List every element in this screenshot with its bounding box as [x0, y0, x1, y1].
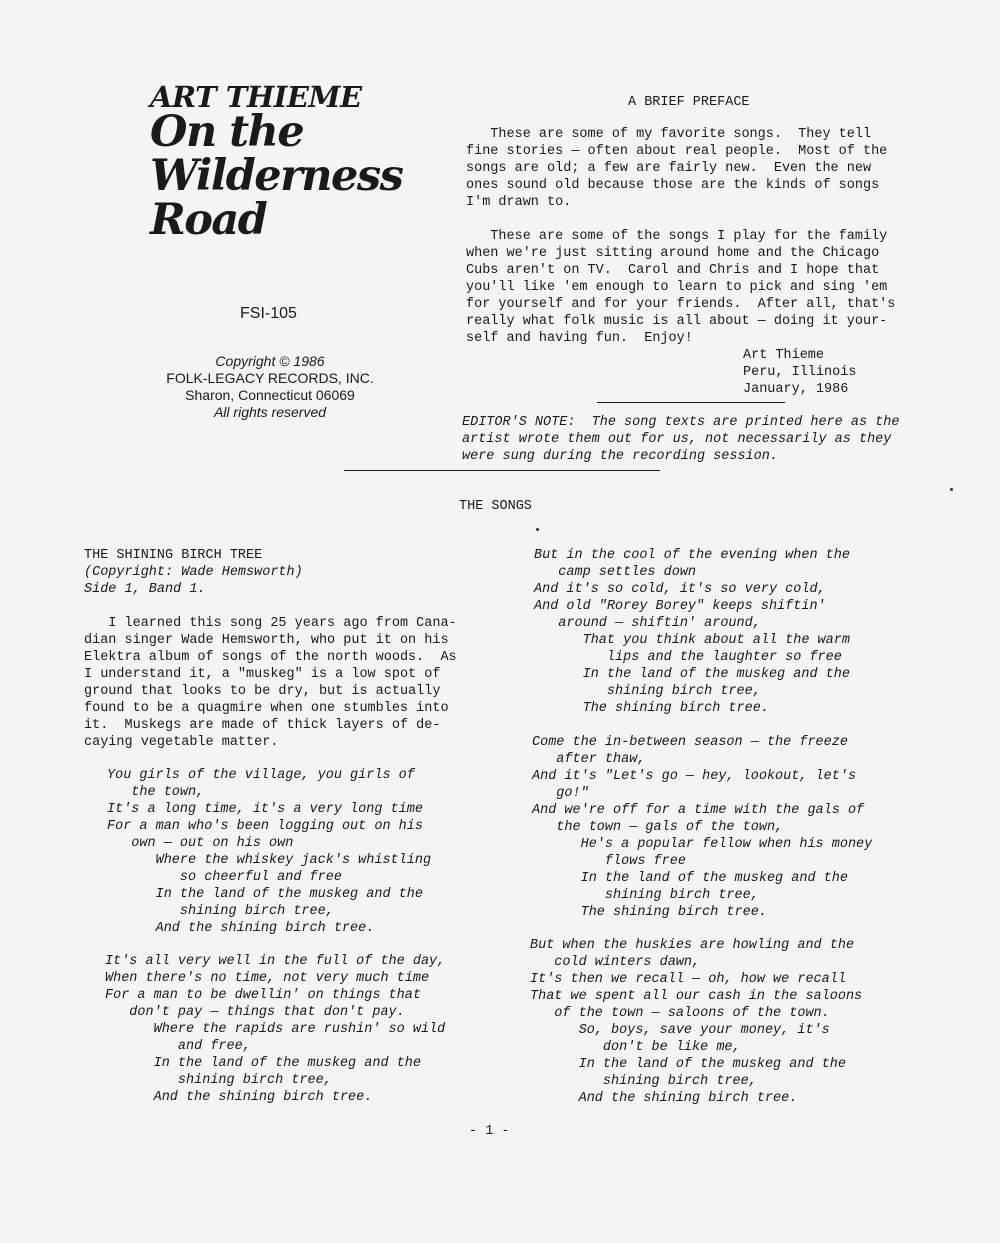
lyric-line: But when the huskies are howling and the: [530, 938, 855, 953]
verse: [105, 953, 445, 1106]
section-divider: [344, 470, 660, 471]
preface-line: fine stories — often about real people. Most of the: [466, 144, 888, 159]
lyric-line: Where the rapids are rushin' so wild: [105, 1022, 446, 1037]
lyric-line: so cheerful and free: [107, 870, 342, 885]
lyric-line: You girls of the village, you girls of: [107, 768, 415, 783]
editor-note-line: artist wrote them out for us, not necessarily as they: [462, 432, 892, 447]
preface-line: you'll like 'em enough to learn to pick and sing 'em: [466, 280, 888, 295]
preface-text: [466, 126, 936, 347]
song-header: [84, 547, 303, 598]
preface-line: These are some of my favorite songs. They tell: [466, 127, 872, 142]
signature-line: Art Thieme: [743, 348, 825, 363]
lyric-line: In the land of the muskeg and the: [534, 667, 850, 682]
preface-line: songs are old; a few are fairly new. Even the new: [466, 161, 872, 176]
lyric-line: For a man to be dwellin' on things that: [105, 988, 421, 1003]
preface-line: when we're just sitting around home and the Chicago: [466, 246, 880, 261]
preface-line: ones sound old because those are the kinds of songs: [466, 178, 880, 193]
preface-line: self and having fun. Enjoy!: [466, 331, 693, 346]
lyric-line: In the land of the muskeg and the: [107, 887, 423, 902]
lyric-line: The shining birch tree.: [532, 905, 767, 920]
lyric-line: shining birch tree,: [532, 888, 759, 903]
intro-line: Elektra album of songs of the north woods. As: [84, 650, 457, 665]
album-title-line: On the: [150, 107, 304, 157]
page-number: - 1 -: [469, 1124, 510, 1139]
record-label: FOLK-LEGACY RECORDS, INC.: [166, 370, 374, 386]
lyric-line: Where the whiskey jack's whistling: [107, 853, 432, 868]
signature-divider: [597, 402, 785, 403]
print-speck: [536, 528, 539, 531]
label-address: Sharon, Connecticut 06069: [185, 387, 355, 403]
preface-heading: A BRIEF PREFACE: [628, 95, 750, 110]
lyric-line: So, boys, save your money, it's: [530, 1023, 830, 1038]
editor-note-line: were sung during the recording session.: [462, 449, 778, 464]
lyric-line: And the shining birch tree.: [107, 921, 375, 936]
album-title: [150, 107, 403, 245]
lyric-line: around — shiftin' around,: [534, 616, 761, 631]
artist-name: ART THIEME: [150, 80, 362, 114]
preface-line: I'm drawn to.: [466, 195, 572, 210]
lyric-line: lips and the laughter so free: [534, 650, 842, 665]
catalog-number: FSI-105: [240, 305, 297, 322]
lyric-line: When there's no time, not very much time: [105, 971, 430, 986]
lyric-line: And old "Rorey Borey" keeps shiftin': [534, 599, 826, 614]
verse: [532, 734, 872, 921]
preface-line: for yourself and for your friends. After all, that's: [466, 297, 896, 312]
editor-note: [462, 414, 899, 465]
lyric-line: go!": [532, 786, 589, 801]
signature-block: [743, 347, 856, 398]
lyric-line: The shining birch tree.: [534, 701, 769, 716]
signature-line: January, 1986: [743, 382, 849, 397]
lyric-line: the town — gals of the town,: [532, 820, 784, 835]
lyric-line: don't be like me,: [530, 1040, 741, 1055]
lyric-line: In the land of the muskeg and the: [530, 1057, 846, 1072]
album-title-line: Road: [150, 195, 267, 245]
preface-line: Cubs aren't on TV. Carol and Chris and I hope that: [466, 263, 880, 278]
song-intro: [84, 615, 457, 751]
print-speck: [950, 488, 953, 491]
lyric-line: after thaw,: [532, 752, 646, 767]
lyric-line: That you think about all the warm: [534, 633, 850, 648]
lyric-line: In the land of the muskeg and the: [105, 1056, 421, 1071]
lyric-line: That we spent all our cash in the saloons: [530, 989, 863, 1004]
copyright-block: [150, 353, 390, 421]
lyric-line: own — out on his own: [107, 836, 294, 851]
intro-line: I learned this song 25 years ago from Cana-: [84, 616, 457, 631]
lyric-line: of the town — saloons of the town.: [530, 1006, 830, 1021]
lyric-line: It's then we recall — oh, how we recall: [530, 972, 846, 987]
verse: [107, 767, 431, 937]
lyric-line: shining birch tree,: [105, 1073, 332, 1088]
lyric-line: the town,: [107, 785, 205, 800]
rights-line: All rights reserved: [213, 404, 327, 420]
lyric-line: shining birch tree,: [534, 684, 761, 699]
lyric-line: And it's "Let's go — hey, lookout, let's: [532, 769, 857, 784]
songs-heading: THE SONGS: [459, 499, 532, 514]
intro-line: it. Muskegs are made of thick layers of de-: [84, 718, 441, 733]
lyric-line: In the land of the muskeg and the: [532, 871, 848, 886]
intro-line: dian singer Wade Hemsworth, who put it on his: [84, 633, 449, 648]
lyric-line: and free,: [105, 1039, 251, 1054]
lyric-line: But in the cool of the evening when the: [534, 548, 850, 563]
signature-line: Peru, Illinois: [743, 365, 857, 380]
editor-note-line: EDITOR'S NOTE: The song texts are printed here as the: [462, 415, 900, 430]
verse: [534, 547, 850, 717]
lyric-line: shining birch tree,: [530, 1074, 757, 1089]
lyric-line: shining birch tree,: [107, 904, 334, 919]
lyric-line: cold winters dawn,: [530, 955, 701, 970]
lyric-line: For a man who's been logging out on his: [107, 819, 423, 834]
lyric-line: camp settles down: [534, 565, 697, 580]
song-copyright: (Copyright: Wade Hemsworth): [84, 565, 303, 580]
lyric-line: And it's so cold, it's so very cold,: [534, 582, 826, 597]
lyric-line: And we're off for a time with the gals of: [532, 803, 865, 818]
lyric-line: And the shining birch tree.: [530, 1091, 798, 1106]
lyric-line: don't pay — things that don't pay.: [105, 1005, 405, 1020]
lyric-line: Come the in-between season — the freeze: [532, 735, 848, 750]
lyric-line: It's a long time, it's a very long time: [107, 802, 423, 817]
lyric-line: flows free: [532, 854, 686, 869]
song-side-band: Side 1, Band 1.: [84, 582, 206, 597]
lyric-line: He's a popular fellow when his money: [532, 837, 873, 852]
intro-line: caying vegetable matter.: [84, 735, 279, 750]
intro-line: I understand it, a "muskeg" is a low spot of: [84, 667, 441, 682]
intro-line: ground that looks to be dry, but is actually: [84, 684, 441, 699]
intro-line: found to be a quagmire when one stumbles into: [84, 701, 449, 716]
album-title-line: Wilderness: [150, 151, 403, 201]
copyright-line: Copyright © 1986: [215, 353, 325, 369]
lyric-line: It's all very well in the full of the day,: [105, 954, 446, 969]
preface-line: really what folk music is all about — doing it your-: [466, 314, 888, 329]
lyric-line: And the shining birch tree.: [105, 1090, 373, 1105]
preface-line: [466, 211, 936, 228]
song-title: THE SHINING BIRCH TREE: [84, 548, 263, 563]
preface-line: These are some of the songs I play for the family: [466, 229, 888, 244]
verse: [530, 937, 862, 1107]
